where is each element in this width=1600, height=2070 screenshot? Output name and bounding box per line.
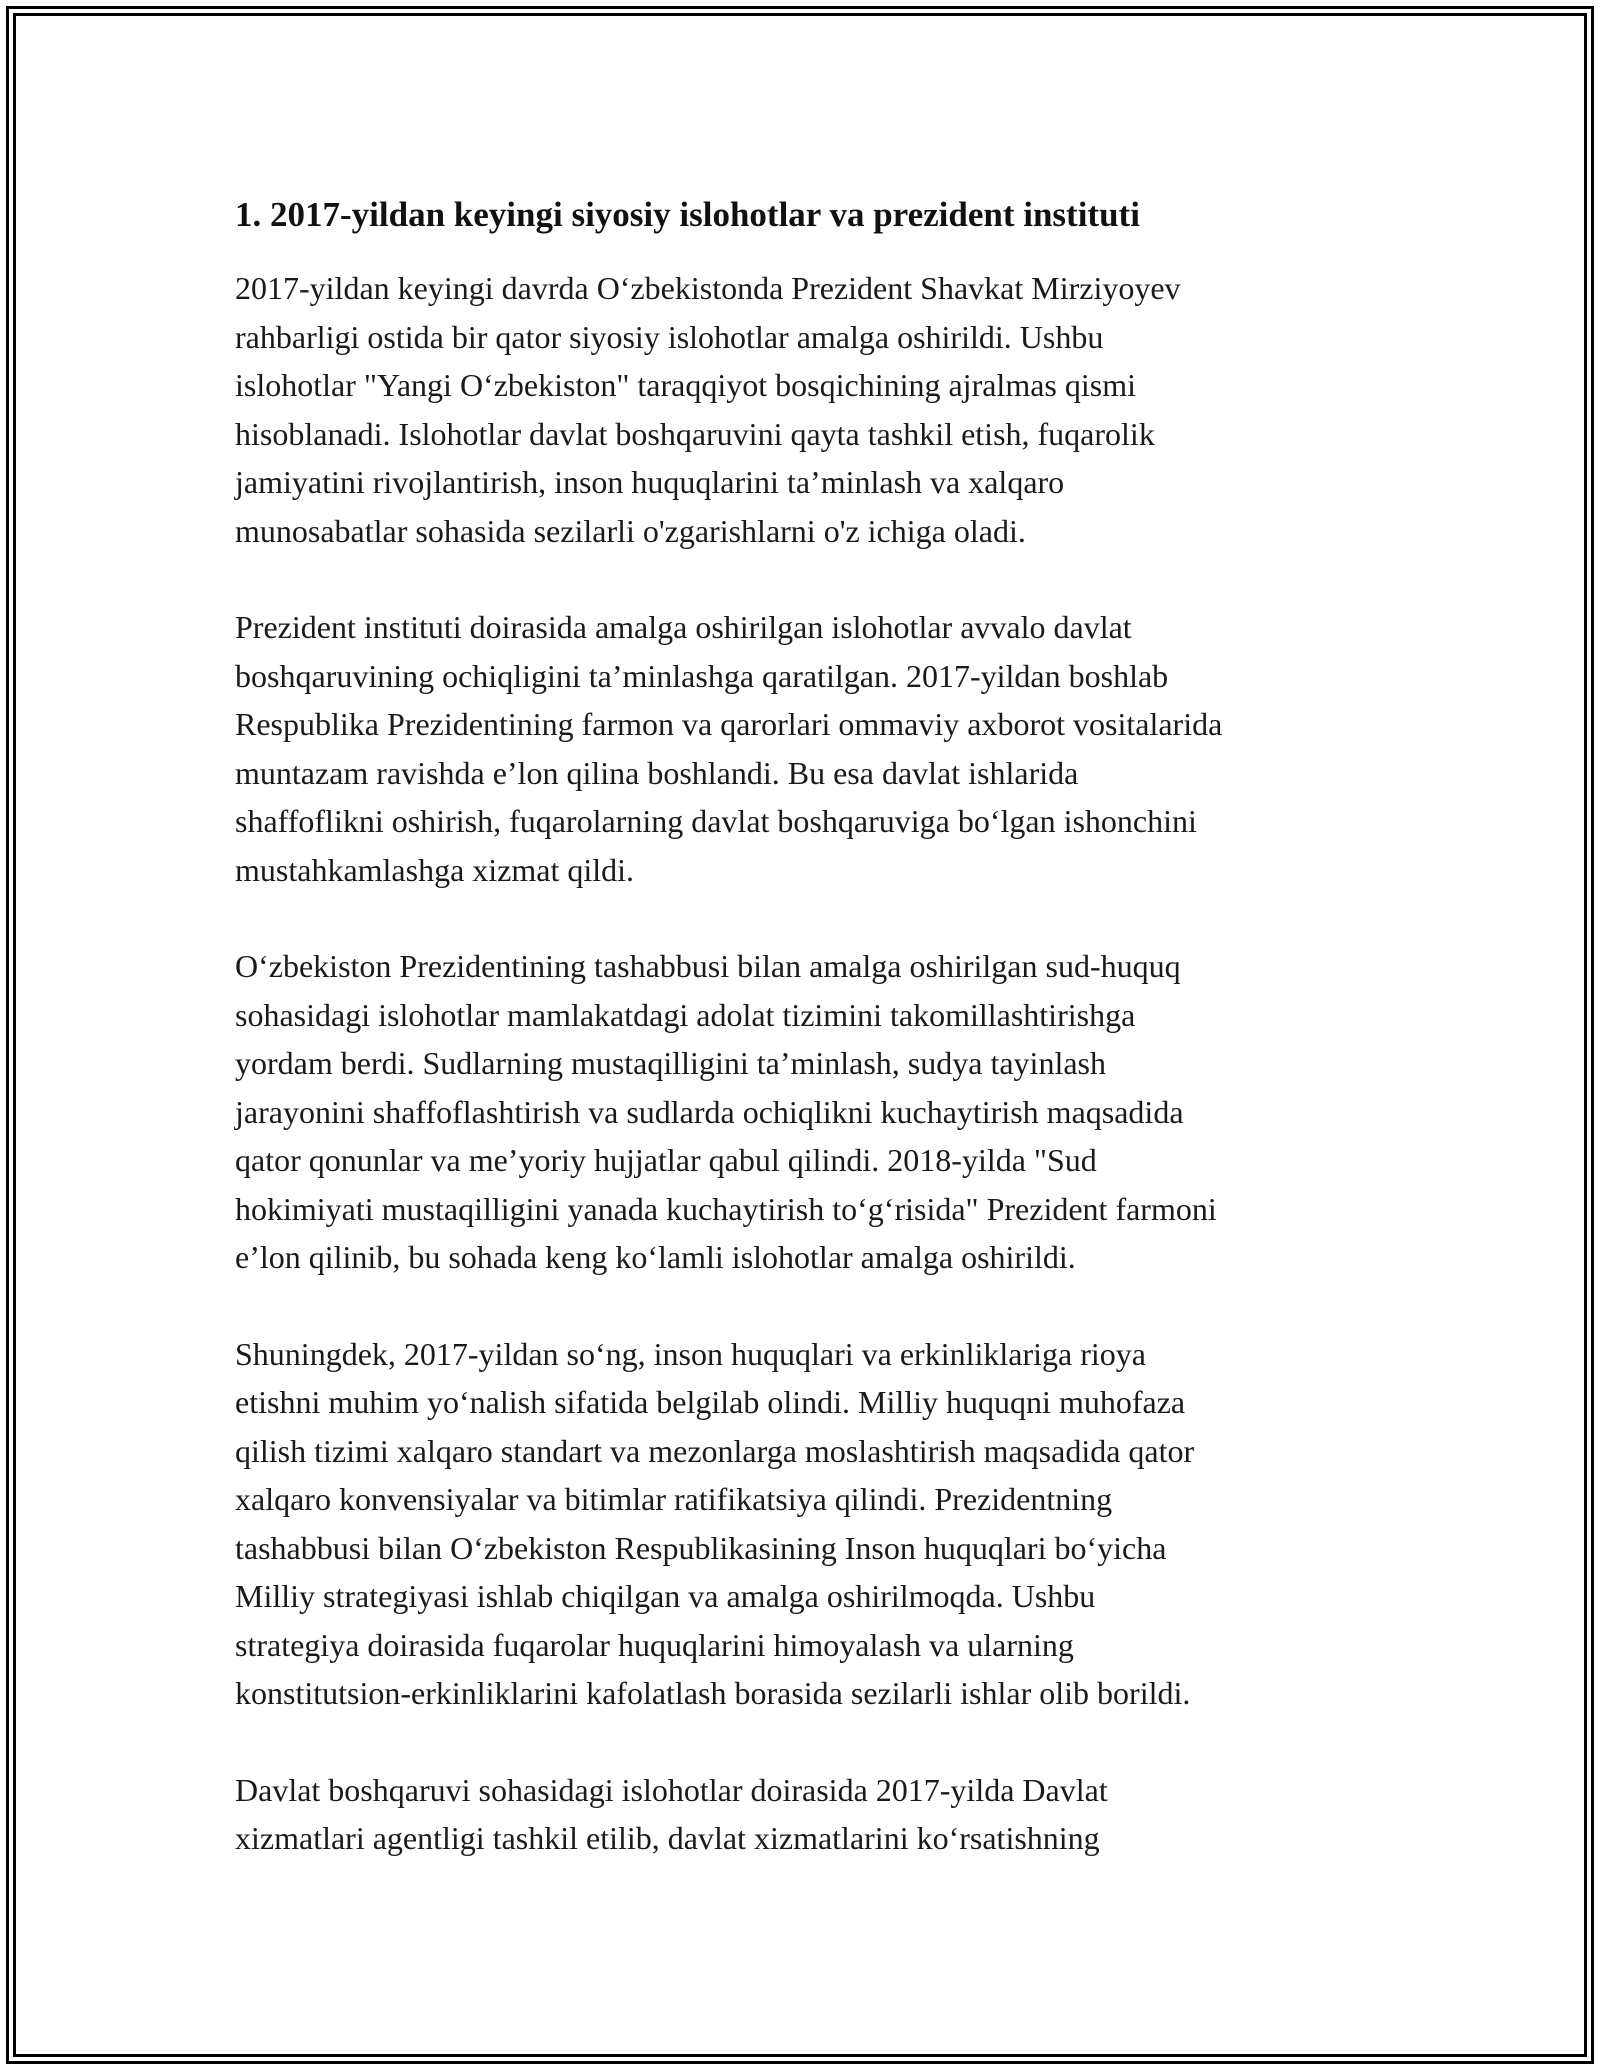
text-line: shaffoflikni oshirish, fuqarolarning davlat boshqaruviga bo‘lgan ishonchini: [235, 803, 1197, 839]
text-line: islohotlar "Yangi O‘zbekiston" taraqqiyot bosqichining ajralmas qismi: [235, 367, 1136, 403]
text-line: xizmatlari agentligi tashkil etilib, davlat xizmatlarini ko‘rsatishning: [235, 1820, 1100, 1856]
text-line: sohasidagi islohotlar mamlakatdagi adolat tizimini takomillashtirishga: [235, 996, 1136, 1033]
text-line: yordam berdi. Sudlarning mustaqilligini ta’minlash, sudya tayinlash: [235, 1045, 1106, 1081]
text-line: munosabatlar sohasida sezilarli o'zgarishlarni o'z ichiga oladi.: [235, 512, 1026, 549]
text-line: Milliy strategiyasi ishlab chiqilgan va amalga oshirilmoqda. Ushbu: [235, 1578, 1096, 1614]
text-line: tashabbusi bilan O‘zbekiston Respublikasining Inson huquqlari bo‘yicha: [235, 1529, 1167, 1566]
text-line: Respublika Prezidentining farmon va qarorlari ommaviy axborot vositalarida: [235, 706, 1223, 742]
text-line: strategiya doirasida fuqarolar huquqlarini himoyalash va ularning: [235, 1626, 1074, 1663]
paragraph-2: [235, 603, 1385, 894]
paragraph-3: [235, 942, 1385, 1282]
text-line: xalqaro konvensiyalar va bitimlar ratifikatsiya qilindi. Prezidentning: [235, 1481, 1113, 1517]
text-line: muntazam ravishda e’lon qilina boshlandi. Bu esa davlat ishlarida: [235, 754, 1079, 791]
text-line: jamiyatini rivojlantirish, inson huquqlarini ta’minlash va xalqaro: [235, 464, 1065, 500]
text-line: konstitutsion-erkinliklarini kafolatlash borasida sezilarli ishlar olib borildi.: [235, 1675, 1191, 1711]
text-line: mustahkamlashga xizmat qildi.: [235, 851, 635, 888]
document-page: [235, 186, 1385, 1911]
text-line: e’lon qilinib, bu sohada keng ko‘lamli islohotlar amalga oshirildi.: [235, 1239, 1076, 1275]
text-line: qator qonunlar va me’yoriy hujjatlar qabul qilindi. 2018-yilda "Sud: [235, 1142, 1097, 1178]
text-line: 2017-yildan keyingi davrda O‘zbekistonda Prezident Shavkat Mirziyoyev: [235, 270, 1181, 306]
text-line: etishni muhim yo‘nalish sifatida belgilab olindi. Milliy huquqni muhofaza: [235, 1384, 1186, 1420]
section-heading: 1. 2017-yildan keyingi siyosiy islohotlar va prezident instituti: [235, 195, 1140, 234]
text-line: Prezident instituti doirasida amalga oshirilgan islohotlar avvalo davlat: [235, 609, 1132, 645]
text-line: Shuningdek, 2017-yildan so‘ng, inson huquqlari va erkinliklariga rioya: [235, 1335, 1146, 1372]
paragraph-4: [235, 1330, 1385, 1718]
text-line: jarayonini shaffoflashtirish va sudlarda ochiqlikni kuchaytirish maqsadida: [235, 1093, 1184, 1130]
text-line: hisoblanadi. Islohotlar davlat boshqaruvini qayta tashkil etish, fuqarolik: [235, 415, 1155, 452]
paragraph-5: [235, 1766, 1385, 1863]
text-line: Davlat boshqaruvi sohasidagi islohotlar doirasida 2017-yilda Davlat: [235, 1771, 1108, 1808]
text-line: qilish tizimi xalqaro standart va mezonlarga moslashtirish maqsadida qator: [235, 1432, 1195, 1469]
text-line: hokimiyati mustaqilligini yanada kuchaytirish to‘g‘risida" Prezident farmoni: [235, 1190, 1217, 1227]
text-line: rahbarligi ostida bir qator siyosiy islohotlar amalga oshirildi. Ushbu: [235, 318, 1104, 355]
paragraph-1: [235, 264, 1385, 555]
text-line: boshqaruvining ochiqligini ta’minlashga qaratilgan. 2017-yildan boshlab: [235, 657, 1169, 694]
text-line: O‘zbekiston Prezidentining tashabbusi bilan amalga oshirilgan sud-huquq: [235, 948, 1181, 984]
